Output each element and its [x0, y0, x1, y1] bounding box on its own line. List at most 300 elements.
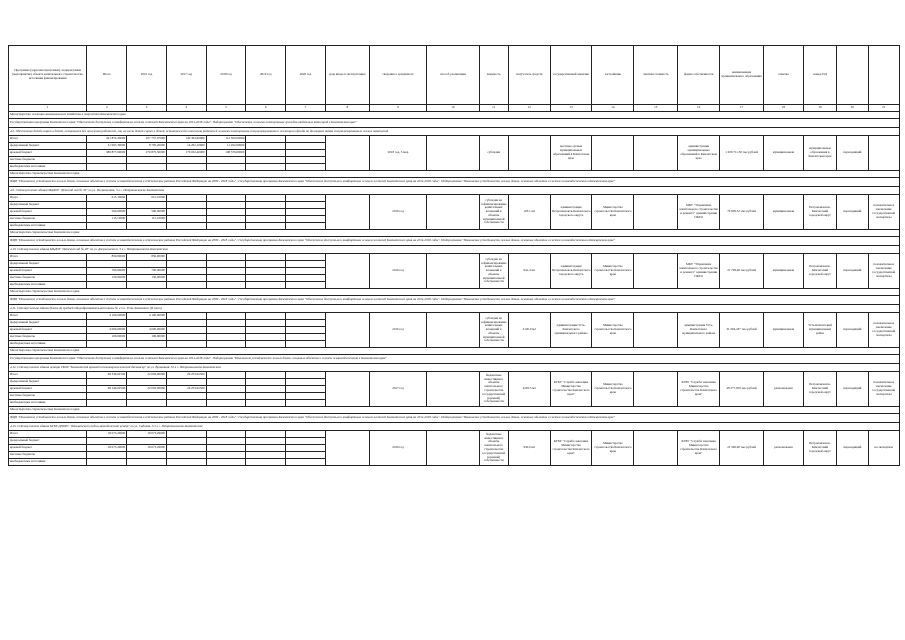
financing-value [286, 164, 326, 171]
financing-value [246, 431, 286, 438]
financing-value [166, 459, 206, 466]
financing-value [206, 327, 246, 334]
financing-value [246, 327, 286, 334]
financing-value [127, 202, 167, 209]
financing-value [206, 313, 246, 320]
financing-value [286, 438, 326, 445]
header-cell: получатель средств [508, 46, 550, 105]
financing-value [206, 223, 246, 230]
financing-value: 18 073,29000 [127, 445, 167, 452]
object-row [9, 423, 900, 431]
financing-value [166, 254, 206, 261]
financing-value: 500,00000 [87, 209, 127, 216]
financing-source: внебюджетные источники [9, 282, 87, 289]
ownership-form: региональная [763, 372, 803, 407]
financing-value [286, 320, 326, 327]
financing-value [246, 268, 286, 275]
financing-value [206, 261, 246, 268]
implementation-method: субсидия на софинансирование капитальных вложений в объекты муниципальной собственности [479, 254, 508, 289]
project-docs: на экспертизе [868, 431, 899, 466]
object-row [9, 364, 900, 372]
financing-value [286, 313, 326, 320]
financing-value [286, 386, 326, 393]
financing-value [246, 452, 286, 459]
developer: МКУ "Управление капитального строительства и ремонта" администрации ПКГО [678, 195, 720, 230]
program-row [9, 178, 900, 187]
financing-value [246, 261, 286, 268]
financing-value [246, 282, 286, 289]
funds-recipient: администрация Петропавловск-Камчатского городского округа [550, 195, 592, 230]
financing-value [286, 459, 326, 466]
ownership-form: муниципальная [763, 195, 803, 230]
header-cell: сметная стоимость [634, 46, 678, 105]
section-row [9, 171, 900, 178]
section-row [9, 230, 900, 237]
estimated-cost: 21 590,00 тыс.рублей [720, 431, 764, 466]
financing-value [286, 261, 326, 268]
financing-source: краевой бюджет [9, 327, 87, 334]
financing-value [206, 195, 246, 202]
column-number-cell: 14 [592, 105, 634, 112]
implementation-method: субсидия [479, 136, 508, 171]
column-number-cell: 2 [87, 105, 127, 112]
funds-recipient: КГБУ "Служба заказчика Министерства строительства Камчатского края" [550, 372, 592, 407]
financing-value [166, 268, 206, 275]
financing-source: внебюджетные источники [9, 164, 87, 171]
financing-value [87, 400, 127, 407]
header-cell: 2018 год [206, 46, 246, 105]
financing-value [206, 282, 246, 289]
column-number-cell: 7 [286, 105, 326, 112]
financing-source: федеральный бюджет [9, 320, 87, 327]
empty-cell [427, 313, 479, 348]
municipality: Петропавловск-Камчатский городской округ [803, 195, 836, 230]
section-title: Министерство строительства Камчатского края [9, 407, 900, 414]
ownership-form: региональная [763, 431, 803, 466]
financing-source: внебюджетные источники [9, 223, 87, 230]
financing-value [246, 275, 286, 282]
header-cell: наименование муниципального образования [720, 46, 764, 105]
project-docs [868, 136, 899, 171]
financing-value [246, 202, 286, 209]
financing-value: 115,10000 [127, 216, 167, 223]
object-row [9, 246, 900, 254]
financing-value: 108 576,00000 [206, 150, 246, 157]
financing-value [127, 341, 167, 348]
commissioning-term: 2016 год [369, 254, 427, 289]
estimated-cost: 76 909,52 тыс.рублей [720, 195, 764, 230]
financing-value [206, 372, 246, 379]
financing-value [206, 438, 246, 445]
financing-value [246, 254, 286, 261]
financing-value [246, 150, 286, 157]
financing-value [286, 400, 326, 407]
program-row [9, 119, 900, 128]
financing-value [206, 341, 246, 348]
financing-value [286, 209, 326, 216]
financing-row [9, 136, 900, 143]
financing-value: 26 253,62500 [166, 372, 206, 379]
financing-value [246, 223, 286, 230]
financing-value [127, 393, 167, 400]
financing-value: 421 874,20000 [87, 136, 127, 143]
column-number-cell: 19 [803, 105, 836, 112]
financing-value [87, 223, 127, 230]
column-number-cell: 16 [678, 105, 720, 112]
empty-cell [325, 313, 369, 348]
financing-value [127, 452, 167, 459]
financing-value: 4 100,00000 [127, 313, 167, 320]
financing-value [286, 268, 326, 275]
header-cell: срок ввода в эксплуатацию [325, 46, 369, 105]
column-number-cell: 1 [9, 105, 87, 112]
developer: администрации муниципальных образований в Камчатском крае [678, 136, 720, 171]
financing-value [166, 438, 206, 445]
financing-value [87, 379, 127, 386]
financing-value [87, 164, 127, 171]
financing-source: местные бюджеты [9, 157, 87, 164]
financing-value [286, 254, 326, 261]
financing-value [246, 438, 286, 445]
financing-value [286, 341, 326, 348]
state-customer: Министерство строительства Камчатского края [592, 372, 634, 407]
header-cell: застройщик [592, 46, 634, 105]
financing-source: федеральный бюджет [9, 261, 87, 268]
financing-value [127, 438, 167, 445]
program-title: ФЦП "Повышение устойчивости жилых домов, основных объектов и систем жизнеобеспечения в сейсмических районах Российской Федерации на 2009 - 2018 годы" / Государственная программа Камчатского края "Обеспечение доступным и комфортным жильем жителей Камчатского края на 2014-2018 годы". Подпрограмма "Повышение устойчивости жилых домов, основных объектов и систем жизнеобеспечения в Камчатском крае" [9, 178, 900, 187]
financing-value [246, 164, 286, 171]
financing-value [286, 157, 326, 164]
financing-value [127, 400, 167, 407]
ownership-form: муниципальная [763, 136, 803, 171]
financing-value [127, 261, 167, 268]
column-number-cell: 4 [166, 105, 206, 112]
financing-value: 8 795,20000 [127, 143, 167, 150]
estimated-cost: 31 264,437 тыс.рублей [720, 313, 764, 348]
object-title: 4.12. Сейсмоусиление здания центра ГКОУ "Камчатский краевой психоневрологический диспансер" по ул. Вулканная, 32 в г. Петропавловске-Камчатском [9, 364, 900, 372]
financing-value [206, 334, 246, 341]
financing-source: краевой бюджет [9, 445, 87, 452]
program-row [9, 237, 900, 246]
financing-value [206, 459, 246, 466]
financing-value [87, 341, 127, 348]
financing-value [166, 379, 206, 386]
commissioning-term: 2016 год [369, 195, 427, 230]
financing-value: 389 877,90000 [87, 150, 127, 157]
capacity: 2120,0 м2 [508, 313, 550, 348]
financing-value [166, 334, 206, 341]
empty-cell [427, 372, 479, 407]
developer: администрация Усть-Камчатского муниципального района [678, 313, 720, 348]
financing-value [286, 431, 326, 438]
financing-value [166, 327, 206, 334]
financing-value [246, 216, 286, 223]
column-number-cell: 11 [479, 105, 508, 112]
funds-recipient: местные органы муниципальных образований в Камчатском крае [550, 136, 592, 171]
project-docs: положительное заключение государственной экспертизы [868, 254, 899, 289]
empty-cell [634, 136, 678, 171]
section-row [9, 407, 900, 414]
object-title: 4.10. Сейсмоусиление здания МАДОУ "Детский сад № 28" по ул. Дзержинского, 5 в г. Петропавловске-Камчатском [9, 246, 900, 254]
column-number-cell: 13 [550, 105, 592, 112]
financing-value [246, 195, 286, 202]
empty-cell [427, 254, 479, 289]
header-cell: форма собственности [678, 46, 720, 105]
financing-value [286, 393, 326, 400]
column-number-cell: 20 [837, 105, 868, 112]
implementation-method: субсидия на софинансирование капитальных вложений в объекты муниципальной собственности [479, 195, 508, 230]
program-title: Государственная программа Камчатского края "Обеспечение доступным и комфортным жильем жителей Камчатского края на 2014-2018 годы". Подпрограмма "Повышение устойчивости жилых домов, основных объектов и систем жизнеобеспечения в Камчатском крае" [9, 355, 900, 364]
financing-value [206, 452, 246, 459]
investment-table [8, 45, 900, 466]
financing-value [286, 379, 326, 386]
financing-value: 48 346,62500 [87, 386, 127, 393]
financing-value: 18 073,29000 [87, 445, 127, 452]
financing-value [166, 452, 206, 459]
developer: МКУ "Управление капитального строительства и ремонта" администрации ПКГО [678, 254, 720, 289]
document-page [8, 45, 900, 615]
section-row [9, 348, 900, 355]
funds-recipient: администрация Усть-Камчатского муниципального района [550, 313, 592, 348]
financing-value [246, 143, 286, 150]
financing-value [206, 164, 246, 171]
financing-value: 18 073,29000 [127, 431, 167, 438]
financing-value: 150,00000 [87, 275, 127, 282]
column-number-cell: 8 [325, 105, 369, 112]
financing-value: 22 093,00000 [127, 386, 167, 393]
financing-value [246, 445, 286, 452]
financing-value: 14 202,10000 [166, 143, 206, 150]
column-number-cell: 10 [427, 105, 479, 112]
financing-value [206, 393, 246, 400]
financing-value: 4 100,00000 [87, 313, 127, 320]
empty-cell [325, 372, 369, 407]
section-title: Министерство строительства Камчатского края [9, 171, 900, 178]
financing-value [166, 313, 206, 320]
financing-value [87, 261, 127, 268]
section-title: Министерство строительства Камчатского края [9, 289, 900, 296]
object-row [9, 187, 900, 195]
financing-value: 112 300,00000 [206, 136, 246, 143]
empty-cell [634, 313, 678, 348]
commissioning-term: 2016 год [369, 313, 427, 348]
header-row [9, 46, 900, 105]
capacity: 4293,5 м2 [508, 372, 550, 407]
header-cell: 2016 год [127, 46, 167, 105]
status-mark: переходящий [837, 372, 868, 407]
financing-value: 500,00000 [127, 209, 167, 216]
commissioning-term: 2017 год [369, 372, 427, 407]
financing-source: Итого [9, 372, 87, 379]
financing-value [166, 202, 206, 209]
financing-value [246, 313, 286, 320]
financing-value: 850,00000 [127, 254, 167, 261]
financing-value [246, 157, 286, 164]
developer: КГБУ "Служба заказчика Министерства строительства Камчатского края" [678, 431, 720, 466]
financing-value [127, 320, 167, 327]
financing-row [9, 313, 900, 320]
financing-value [87, 157, 127, 164]
municipality: муниципальные образования в Камчатском крае [803, 136, 836, 171]
financing-value [166, 157, 206, 164]
financing-value [286, 452, 326, 459]
financing-value [286, 202, 326, 209]
financing-value [286, 150, 326, 157]
column-number-cell: 18 [763, 105, 803, 112]
financing-value [206, 254, 246, 261]
municipality: Петропавловск-Камчатский городской округ [803, 372, 836, 407]
funds-recipient: администрация Петропавловск-Камчатского городского округа [550, 254, 592, 289]
financing-value [87, 459, 127, 466]
financing-value: 176 032,40000 [166, 150, 206, 157]
financing-value [166, 445, 206, 452]
financing-value: 100,00000 [127, 334, 167, 341]
empty-cell [325, 431, 369, 466]
financing-value [246, 320, 286, 327]
financing-value [246, 334, 286, 341]
financing-value [87, 282, 127, 289]
object-title: 4.11. Сейсмоусиление здания (блоки А) средней общеобразовательной школы № 2 в п. Усть-Камчатск (II этап) [9, 305, 900, 313]
empty-cell [634, 254, 678, 289]
financing-source: краевой бюджет [9, 150, 87, 157]
financing-value: 615,10000 [87, 195, 127, 202]
financing-value: 100,00000 [87, 334, 127, 341]
financing-value [166, 209, 206, 216]
financing-value [286, 223, 326, 230]
financing-source: Итого [9, 254, 87, 261]
financing-value [127, 459, 167, 466]
financing-source: федеральный бюджет [9, 379, 87, 386]
financing-value: 270 875,50000 [127, 150, 167, 157]
header-cell [868, 46, 899, 105]
financing-source: местные бюджеты [9, 452, 87, 459]
financing-value: 700,00000 [127, 268, 167, 275]
financing-value [166, 341, 206, 348]
object-title: 4.2. Обеспечение детей-сирот и детей, оставшихся без попечения родителей, лиц из числа детей-сирот и детей, оставшихся без попечения родителей жилыми помещениями специализированного жилищного фонда по договорам найма специализированных жилых помещений [9, 128, 900, 136]
financing-value: 31 997,30000 [87, 143, 127, 150]
financing-value [206, 400, 246, 407]
financing-source: Итого [9, 313, 87, 320]
financing-row [9, 254, 900, 261]
financing-value [246, 372, 286, 379]
column-number-row [9, 105, 900, 112]
financing-value [286, 282, 326, 289]
financing-value [286, 372, 326, 379]
financing-value: 700,00000 [87, 268, 127, 275]
financing-value: 11 292,00000 [206, 143, 246, 150]
financing-value: 18 073,29000 [87, 431, 127, 438]
financing-value [127, 379, 167, 386]
financing-value [166, 431, 206, 438]
financing-value [286, 143, 326, 150]
header-cell: отметка [763, 46, 803, 105]
financing-value: 850,00000 [87, 254, 127, 261]
implementation-method: субсидия на софинансирование капитальных вложений в объекты муниципальной собственности [479, 313, 508, 348]
status-mark: переходящий [837, 313, 868, 348]
financing-value [246, 386, 286, 393]
financing-value [286, 136, 326, 143]
column-number-cell: 17 [720, 105, 764, 112]
financing-source: федеральный бюджет [9, 438, 87, 445]
financing-value [206, 320, 246, 327]
column-number-cell: 15 [634, 105, 678, 112]
implementation-method: бюджетные инвестиции в объекты капитального строительства государственной (краевой) собственности [479, 372, 508, 407]
column-number-cell: 12 [508, 105, 550, 112]
financing-source: краевой бюджет [9, 386, 87, 393]
financing-value: 150,00000 [127, 275, 167, 282]
state-customer: Министерство строительства Камчатского края [592, 313, 634, 348]
program-title: Государственная программа Камчатского края "Обеспечение доступным и комфортным жильем жителей Камчатского края на 2014-2018 годы". Подпрограмма "Обеспечение жилыми помещениями граждан отдельных категорий в Камчатском крае" [9, 119, 900, 128]
financing-value [87, 202, 127, 209]
empty-cell [427, 195, 479, 230]
estimated-cost: 21 799,66 тыс.рублей [720, 254, 764, 289]
financing-value [166, 275, 206, 282]
object-title: 4.13. Сейсмоусиление здания КГБУ ДПОРС "Камчатский учебно-методический центр" по ул. Садовая, 5/1 в г. Петропавловске-Камчатском [9, 423, 900, 431]
financing-source: Итого [9, 431, 87, 438]
estimated-cost: 48 377,059 тыс.рублей [720, 372, 764, 407]
financing-value [206, 379, 246, 386]
financing-value [206, 216, 246, 223]
financing-source: местные бюджеты [9, 216, 87, 223]
estimated-cost: 1 209 711,50 тыс.рублей [720, 136, 764, 171]
object-row [9, 305, 900, 313]
developer: КГБУ "Служба заказчика Министерства строительства Камчатского края" [678, 372, 720, 407]
financing-value: 48 346,62500 [87, 372, 127, 379]
state-customer [592, 136, 634, 171]
financing-value [206, 202, 246, 209]
empty-cell [634, 195, 678, 230]
financing-value [286, 445, 326, 452]
financing-value: 22 093,00000 [127, 372, 167, 379]
commissioning-term: 2019 год [369, 431, 427, 466]
project-docs: положительное заключение государственной экспертизы [868, 313, 899, 348]
empty-cell [427, 431, 479, 466]
financing-value [127, 164, 167, 171]
column-number-cell: 21 [868, 105, 899, 112]
financing-source: Итого [9, 136, 87, 143]
financing-value [166, 223, 206, 230]
state-customer: Министерство строительства Камчатского края [592, 254, 634, 289]
commissioning-term: 2018 год, 5 мкр [369, 136, 427, 171]
financing-row [9, 372, 900, 379]
financing-source: местные бюджеты [9, 275, 87, 282]
financing-source: Итого [9, 195, 87, 202]
status-mark: переходящий [837, 136, 868, 171]
financing-value [246, 136, 286, 143]
header-cell: государственный заказчик [550, 46, 592, 105]
financing-value [166, 261, 206, 268]
financing-value [206, 268, 246, 275]
financing-value: 115,10000 [87, 216, 127, 223]
section-row [9, 112, 900, 119]
financing-value [166, 400, 206, 407]
object-title: 4.9. Сейсмоусиление здания МАДОУ "Детский сад № 32" по ул. Пограничная, 5 в г. Петропавловске-Камчатском [9, 187, 900, 195]
empty-cell [427, 136, 479, 171]
header-cell: сведения о документах [369, 46, 427, 105]
status-mark: переходящий [837, 431, 868, 466]
capacity [508, 136, 550, 171]
financing-value [206, 431, 246, 438]
financing-value [246, 209, 286, 216]
financing-value [206, 157, 246, 164]
header-cell: номер ПД [803, 46, 836, 105]
header-cell: мощность [479, 46, 508, 105]
project-docs: положительное заключение государственной экспертизы [868, 372, 899, 407]
financing-source: внебюджетные источники [9, 459, 87, 466]
header-cell: Программа (адресная программа), подпрограмма (мероприятие) объекта капитального строительства, источники финансирования [9, 46, 87, 105]
program-title: ФЦП "Повышение устойчивости жилых домов, основных объектов и систем жизнеобеспечения в сейсмических районах Российской Федерации на 2009 - 2018 годы" / Государственная программа Камчатского края "Обеспечение доступным и комфортным жильем жителей Камчатского края на 2014-2018 годы". Подпрограмма "Повышение устойчивости жилых домов, основных объектов и систем жизнеобеспечения в Камчатском крае" [9, 237, 900, 246]
ownership-form: муниципальная [763, 313, 803, 348]
